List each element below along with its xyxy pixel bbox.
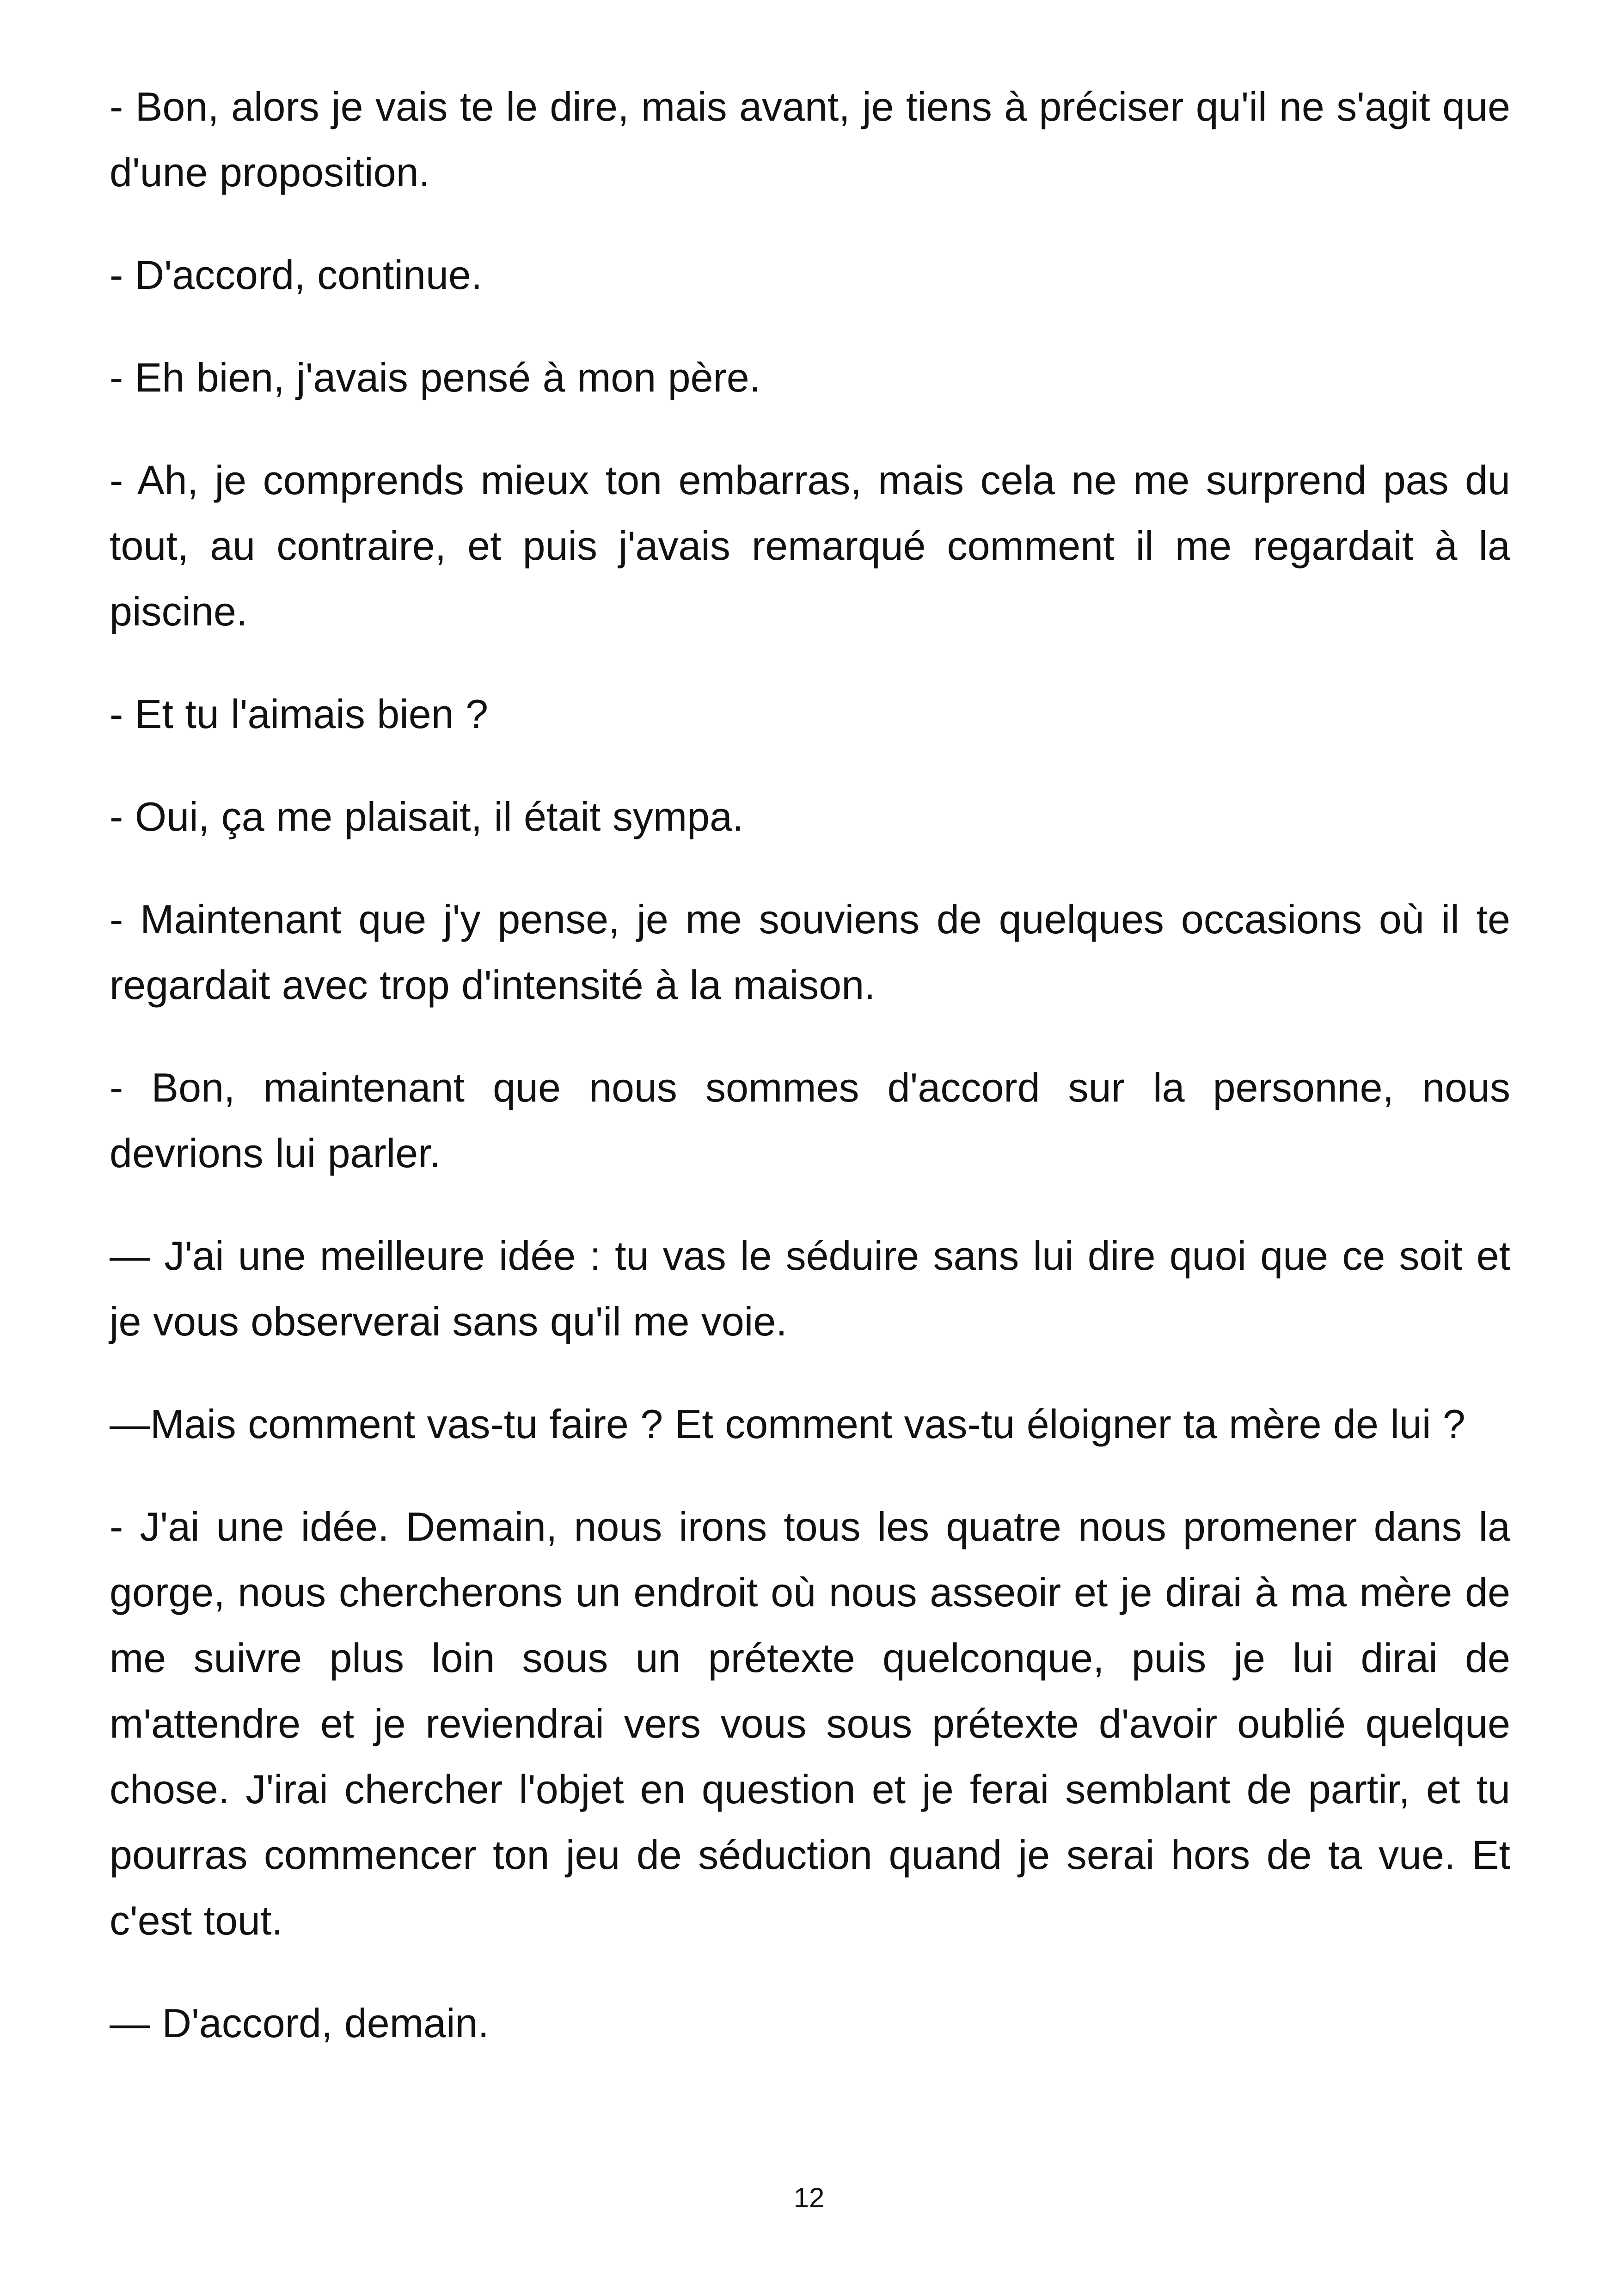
paragraph: - Et tu l'aimais bien ? (110, 691, 489, 737)
page-body (110, 74, 1510, 2093)
paragraph: — D'accord, demain. (110, 2000, 489, 2046)
paragraph: - Ah, je comprends mieux ton embarras, mais cela ne me surprend pas du tout, au contraire, et puis j'avais remarqué comment il me regardait à la piscine. (110, 457, 1510, 634)
page-number: 12 (793, 2182, 825, 2213)
paragraph: - Bon, maintenant que nous sommes d'accord sur la personne, nous devrions lui parler. (110, 1065, 1510, 1176)
paragraph: - Maintenant que j'y pense, je me souviens de quelques occasions où il te regardait avec trop d'intensité à la maison. (110, 896, 1510, 1008)
paragraph: - Eh bien, j'avais pensé à mon père. (110, 355, 761, 400)
paragraph: - Oui, ça me plaisait, il était sympa. (110, 794, 744, 839)
paragraph: - Bon, alors je vais te le dire, mais avant, je tiens à préciser qu'il ne s'agit que d'une proposition. (110, 84, 1510, 195)
paragraph: - D'accord, continue. (110, 252, 483, 298)
paragraph: — J'ai une meilleure idée : tu vas le séduire sans lui dire quoi que ce soit et je vous observerai sans qu'il me voie. (110, 1233, 1510, 1344)
paragraph: —Mais comment vas-tu faire ? Et comment vas-tu éloigner ta mère de lui ? (110, 1401, 1465, 1447)
paragraph: - J'ai une idée. Demain, nous irons tous les quatre nous promener dans la gorge, nous chercherons un endroit où nous asseoir et je dirai à ma mère de me suivre plus loin sous un prétexte quelconque, puis je lui dirai de m'attendre et je reviendrai vers vous sous prétexte d'avoir oublié quelque chose. J'irai chercher l'objet en question et je ferai semblant de partir, et tu pourras commencer ton jeu de séduction quand je serai hors de ta vue. Et c'est tout. (110, 1504, 1510, 1943)
